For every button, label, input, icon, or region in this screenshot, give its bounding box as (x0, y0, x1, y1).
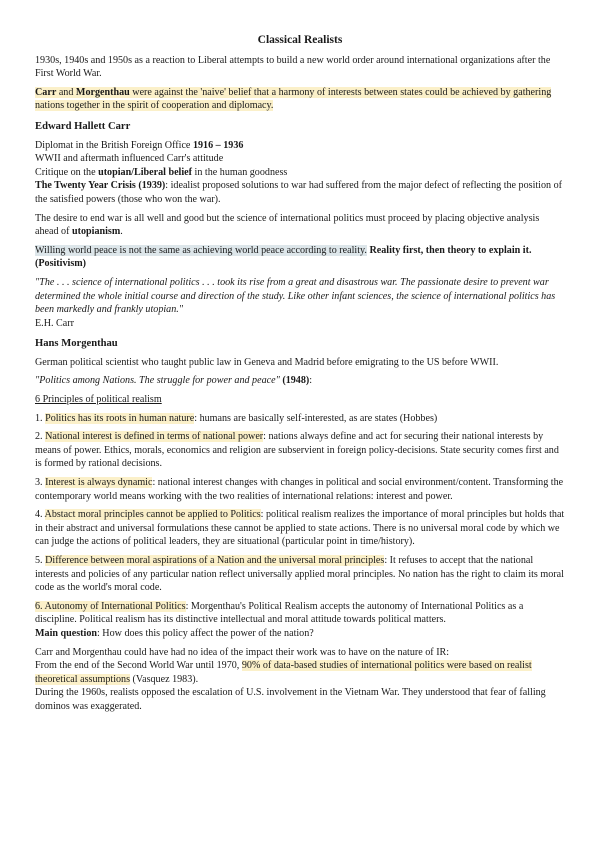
principle-5: 5. Difference between moral aspirations of a Nation and the universal moral principles: It refuses to accept that the national interests and policies of any particular nation reflect universally applied moral principles. No nation has the right to claim its moral code as the world's moral code. (35, 555, 564, 594)
intro-paragraph: 1930s, 1940s and 1950s as a reaction to Liberal attempts to build a new world order around international organizations after the First World War. (35, 54, 551, 80)
principles-heading: 6 Principles of political realism (35, 394, 162, 406)
morgenthau-book: "Politics among Nations. The struggle for power and peace" (1948): (35, 375, 313, 387)
carr-desire: The desire to end war is all well and good but the science of international politics must proceed by placing objective analysis ahead of utopianism. (35, 212, 540, 238)
closing-vietnam: During the 1960s, realists opposed the escalation of U.S. involvement in the Vietnam War. They understood that fear of falling dominos was exaggerated. (35, 687, 546, 712)
page-title: Classical Realists (257, 34, 343, 46)
carr-willing-world-peace: Willing world peace is not the same as achieving world peace according to reality. Reality first, then theory to explain it. (Positivism) (35, 244, 532, 270)
morgenthau-bio: German political scientist who taught public law in Geneva and Madrid before emigrating to the US before WWII. (35, 356, 499, 368)
principle-3: 3. Interest is always dynamic: national interest changes with changes in political and social environment/content. Transforming the contemporary world means working with the two realities of international relations: interest and power. (35, 477, 564, 502)
morgenthau-name: Morgenthau (75, 86, 130, 98)
carr-twenty-year-crisis: The Twenty Year Crisis (1939): idealist proposed solutions to war had suffered from the major defect of reflecting the position of the satisfied powers (those who won the war). (35, 180, 563, 205)
morgenthau-heading: Hans Morgenthau (35, 338, 118, 350)
document-page (35, 34, 565, 714)
closing-impact: Carr and Morgenthau could have had no idea of the impact their work was to have on the nature of IR: (35, 646, 450, 658)
closing-statistic: From the end of the Second World War until 1970, 90% of data-based studies of international politics were based on realist theoretical assumptions (Vasquez 1983). (35, 660, 532, 685)
carr-attribution: E.H. Carr (35, 317, 74, 329)
principle-4: 4. Abstact moral principles cannot be applied to Politics: political realism realizes the importance of moral principles but holds that in their abstract and universal formulations these cannot be applied to state actions. There is no universal moral code by which we can judge the actions of political leaders, they are situational (particular point in time/history). (35, 509, 565, 548)
carr-wwii: WWII and aftermath influenced Carr's attitude (35, 153, 224, 165)
principle-2: 2. National interest is defined in terms of national power: nations always define and act for securing their national interests by means of power. Ethics, morals, economics and religion are subservient in foreign policy-decisions. State security comes first and is formed by rational decisions. (35, 431, 559, 470)
carr-quote: "The . . . science of international politics . . . took its rise from a great and disastrous war. The passionate desire to prevent war determined the whole initial course and direction of the study. Like other infant sciences, the science of international politics has been markedly and frankly utopian." (35, 276, 556, 316)
main-question: Main question: How does this policy affect the power of the nation? (35, 627, 314, 639)
principle-6: 6. Autonomy of International Politics: Morgenthau's Political Realism accepts the autonomy of International Politics as a discipline. Political realism has its distinctive intellectual and moral attitude towards political matters. (35, 600, 524, 626)
principle-1: 1. Politics has its roots in human nature: humans are basically self-interested, as are states (Hobbes) (35, 412, 438, 424)
carr-diplomat: Diplomat in the British Foreign Office 1916 – 1936 (35, 139, 244, 151)
carr-critique: Critique on the utopian/Liberal belief in the human goodness (35, 166, 288, 178)
carr-name: Carr (35, 86, 57, 98)
carr-heading: Edward Hallett Carr (35, 120, 131, 132)
intro-carr-morgenthau: Carr and Morgenthau were against the 'naive' belief that a harmony of interests between states could be achieved by gathering nations together in the spirit of cooperation and diplomacy. (35, 86, 552, 112)
